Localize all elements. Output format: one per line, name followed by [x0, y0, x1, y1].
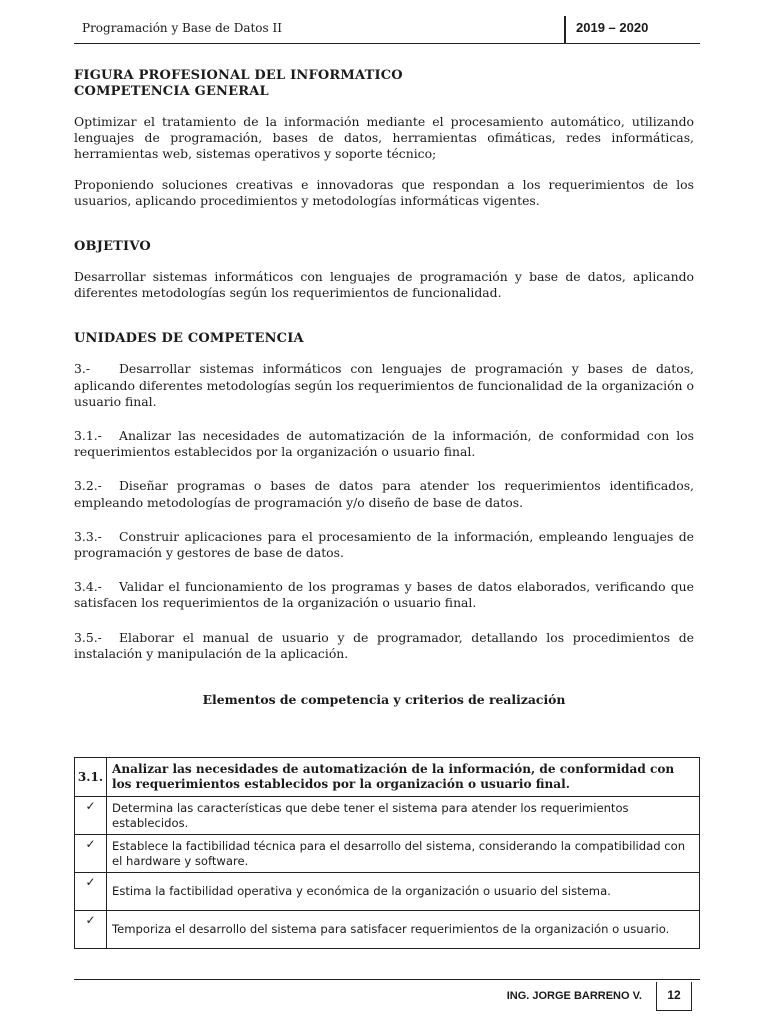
table-title: Elementos de competencia y criterios de realización — [202, 692, 566, 708]
unit-number: 3.4.- — [74, 579, 102, 595]
unit-text: Desarrollar sistemas informáticos con lenguajes de programación y bases de datos, aplicando diferentes metodologías según los requerimientos de funcionalidad de la organización o usuario final. — [74, 361, 694, 409]
table-header-number: 3.1. — [75, 758, 107, 797]
check-icon: ✓ — [85, 799, 96, 813]
unit-item — [74, 478, 694, 510]
unit-text: Elaborar el manual de usuario y de programador, detallando los procedimientos de instalación y manipulación de la aplicación. — [74, 629, 694, 661]
unit-number: 3.1.- — [74, 428, 102, 444]
header-divider — [564, 16, 566, 43]
table-cell: Temporiza el desarrollo del sistema para satisfacer requerimientos de la organización o usuario. — [107, 911, 700, 949]
header-year: 2019 – 2020 — [576, 20, 649, 35]
footer-author: ING. JORGE BARRENO V. — [506, 990, 642, 1002]
unit-item — [74, 529, 694, 561]
unit-number: 3.5.- — [74, 629, 102, 645]
page-header — [74, 16, 700, 44]
unit-number: 3.3.- — [74, 528, 102, 544]
table-header-text: Analizar las necesidades de automatización de la información, de conformidad con los requerimientos establecidos por la organización o usuario final. — [107, 758, 700, 797]
unit-text: Construir aplicaciones para el procesamiento de la información, empleando lenguajes de programación y gestores de base de datos. — [74, 528, 694, 561]
unit-text: Validar el funcionamiento de los programas y bases de datos elaborados, verificando que satisfacen los requerimientos de la organización o usuario final. — [74, 579, 694, 611]
section-title-objetivo: OBJETIVO — [74, 239, 151, 255]
table-row — [75, 797, 700, 835]
unit-item — [74, 361, 694, 410]
criteria-table — [74, 757, 700, 949]
paragraph-competencia: Optimizar el tratamiento de la información mediante el procesamiento automático, utilizando lenguajes de programación, bases de datos, herramientas ofimáticas, redes informáticas, herramientas web, sistemas operativos y soporte técnico; — [74, 114, 694, 162]
unit-item — [74, 630, 694, 662]
table-cell: Establece la factibilidad técnica para el desarrollo del sistema, considerando la compatibilidad con el hardware y software. — [107, 835, 700, 873]
table-header-row — [75, 758, 700, 797]
unit-item — [74, 579, 694, 611]
unit-item — [74, 428, 694, 460]
page-number: 12 — [656, 982, 692, 1011]
section-title-unidades: UNIDADES DE COMPETENCIA — [74, 331, 304, 347]
unit-text: Analizar las necesidades de automatización de la información, de conformidad con los requerimientos establecidos por la organización o usuario final. — [74, 428, 694, 460]
check-icon: ✓ — [85, 913, 96, 927]
paragraph-proponiendo: Proponiendo soluciones creativas e innovadoras que respondan a los requerimientos de los usuarios, aplicando procedimientos y metodologías informáticas vigentes. — [74, 176, 694, 208]
document-body — [74, 68, 694, 708]
table-row — [75, 835, 700, 873]
check-icon: ✓ — [85, 875, 96, 889]
table-row — [75, 873, 700, 911]
check-icon: ✓ — [85, 837, 96, 851]
section-title-figura: FIGURA PROFESIONAL DEL INFORMATICO — [74, 68, 403, 83]
paragraph-objetivo: Desarrollar sistemas informáticos con lenguajes de programación y base de datos, aplicando diferentes metodologías según los requerimientos de funcionalidad. — [74, 269, 694, 301]
table-cell: Determina las características que debe tener el sistema para atender los requerimientos establecidos. — [107, 797, 700, 835]
page-footer — [74, 979, 700, 1010]
header-course: Programación y Base de Datos II — [82, 21, 282, 35]
unit-text: Diseñar programas o bases de datos para atender los requerimientos identificados, empleando metodologías de programación y/o diseño de base de datos. — [74, 478, 694, 510]
table-row — [75, 911, 700, 949]
section-title-competencia: COMPETENCIA GENERAL — [74, 84, 269, 99]
unit-number: 3.- — [74, 361, 91, 377]
unit-number: 3.2.- — [74, 478, 102, 494]
table-cell: Estima la factibilidad operativa y económica de la organización o usuario del sistema. — [107, 873, 700, 911]
